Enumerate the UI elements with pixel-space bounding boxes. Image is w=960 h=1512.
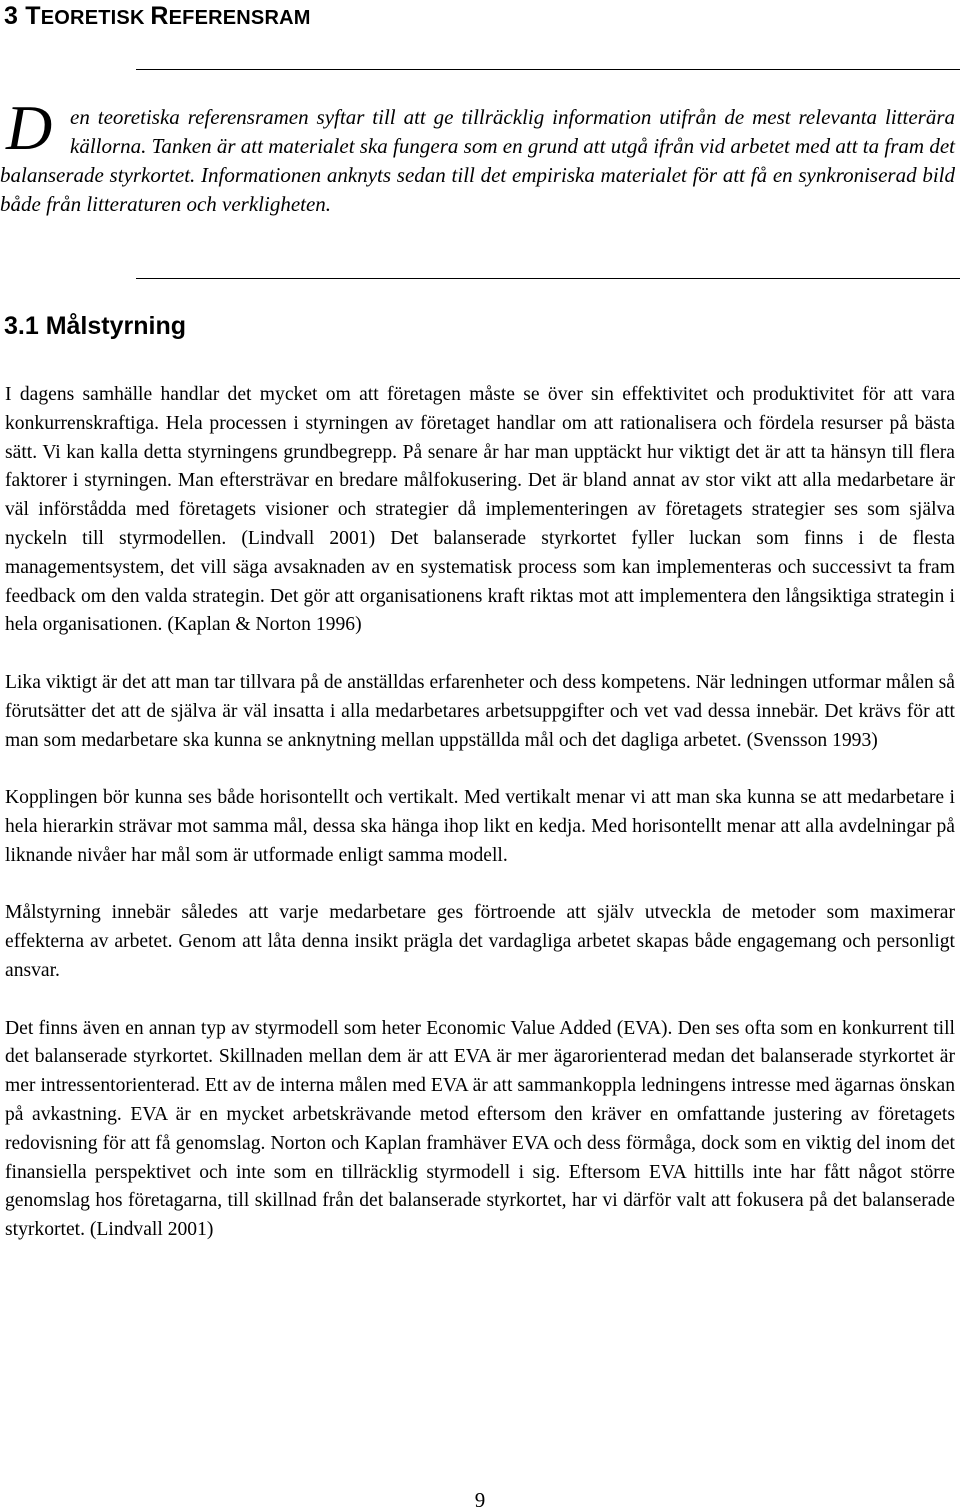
- paragraph-3: Kopplingen bör kunna ses både horisontellt och vertikalt. Med vertikalt menar vi att man ska kunna se att medarbetare i hela hierarkin strävar mot samma mål, dessa ska hänga ihop likt en kedja. Med horisontellt menar att alla avdelningar på liknande nivåer har mål som är utformade enligt samma modell.: [5, 787, 955, 866]
- page-number: 9: [474, 1488, 486, 1512]
- chapter-title: [4, 2, 311, 31]
- drop-cap-spacer: [0, 103, 70, 161]
- intro-drop-cap: D: [6, 92, 53, 163]
- intro-paragraph: [0, 103, 955, 219]
- intro-top-rule: [136, 69, 960, 70]
- chapter-title-initial-t: T: [25, 2, 41, 30]
- paragraph-2: Lika viktigt är det att man tar tillvara på de anställdas erfarenheter och dess kompetens. När ledningen utformar målen så förutsätter det att de själva är väl insatta i alla medarbetares arbetsuppgifter och vet vad dessa innebär. Det krävs för att man som medarbetare ska kunna se anknytning mellan uppställda mål och det dagliga arbetet. (Svensson 1993): [5, 671, 955, 751]
- intro-bottom-rule: [136, 278, 960, 279]
- section-title: 3.1 Målstyrning: [4, 312, 186, 340]
- chapter-title-initial-r: R: [150, 2, 169, 30]
- paragraph-5: Det finns även en annan typ av styrmodell som heter Economic Value Added (EVA). Den ses ofta som en konkurrent till det balanserade styrkortet. Skillnaden mellan dem är att EVA är mer ägarorienterad medan det balanserade styrkortet är mer intressentorienterad. Ett av de interna målen med EVA är att sammankoppla ledningens intresse med ägarnas önskan på avkastning. EVA är en mycket arbetskrävande metod eftersom den kräver en omfattande justering av företagets redovisning för att få genomslag. Norton och Kaplan framhäver EVA och dess förmåga, dock som en viktig del inom det finansiella perspektivet och inte som en tillräcklig styrmodell i sig. Eftersom EVA hittills inte har fått något större genomslag hos företagarna, till skillnad från det balanserade styrkortet, har vi därför valt att fokusera på det balanserade styrkortet. (Lindvall 2001): [5, 1017, 955, 1241]
- chapter-title-small-caps-2: EFERENSRAM: [168, 7, 311, 29]
- section-body: [5, 381, 955, 1274]
- paragraph-1: I dagens samhälle handlar det mycket om att företagen måste se över sin effektivitet och produktivitet för att vara konkurrenskraftiga. Hela processen i styrningen av företaget handlar om att rationalisera och fördela resurser på bästa sätt. Vi kan kalla detta styrningens grundbegrepp. På senare år har man upptäckt hur viktigt det är att ta hänsyn till flera faktorer i styrningen. Man eftersträvar en bredare målfokusering. Det är bland annat av stor vikt att alla medarbetare är väl införstådda med företagets visioner och strategier då implementeringen av företagets strategier ses som själva nyckeln till styrmodellen. (Lindvall 2001) Det balanserade styrkortet fyller luckan som finns i de flesta managementsystem, det vill säga avsaknaden av en systematisk process som kan implementeras och successivt ta fram feedback om den valda strategin. Det gör att organisationens kraft riktas mot att implementera den långsiktiga strategin i hela organisationen. (Kaplan & Norton 1996): [5, 384, 955, 636]
- paragraph-4: Målstyrning innebär således att varje medarbetare ges förtroende att själv utveckla de metoder som maximerar effekterna av arbetet. Genom att låta denna insikt prägla det vardagliga arbetet skapas både engagemang och personligt ansvar.: [5, 902, 955, 981]
- chapter-number: 3: [4, 2, 19, 30]
- chapter-title-small-caps-1: EORETISK: [40, 7, 151, 29]
- intro-text: en teoretiska referensramen syftar till att ge tillräcklig information utifrån de mest relevanta litterära källorna. Tanken är att materialet ska fungera som en grund att utgå ifrån vid arbetet med att ta fram det balanserade styrkortet. Informationen anknyts sedan till det empiriska materialet för att få en synkroniserad bild både från litteraturen och verkligheten.: [0, 105, 955, 216]
